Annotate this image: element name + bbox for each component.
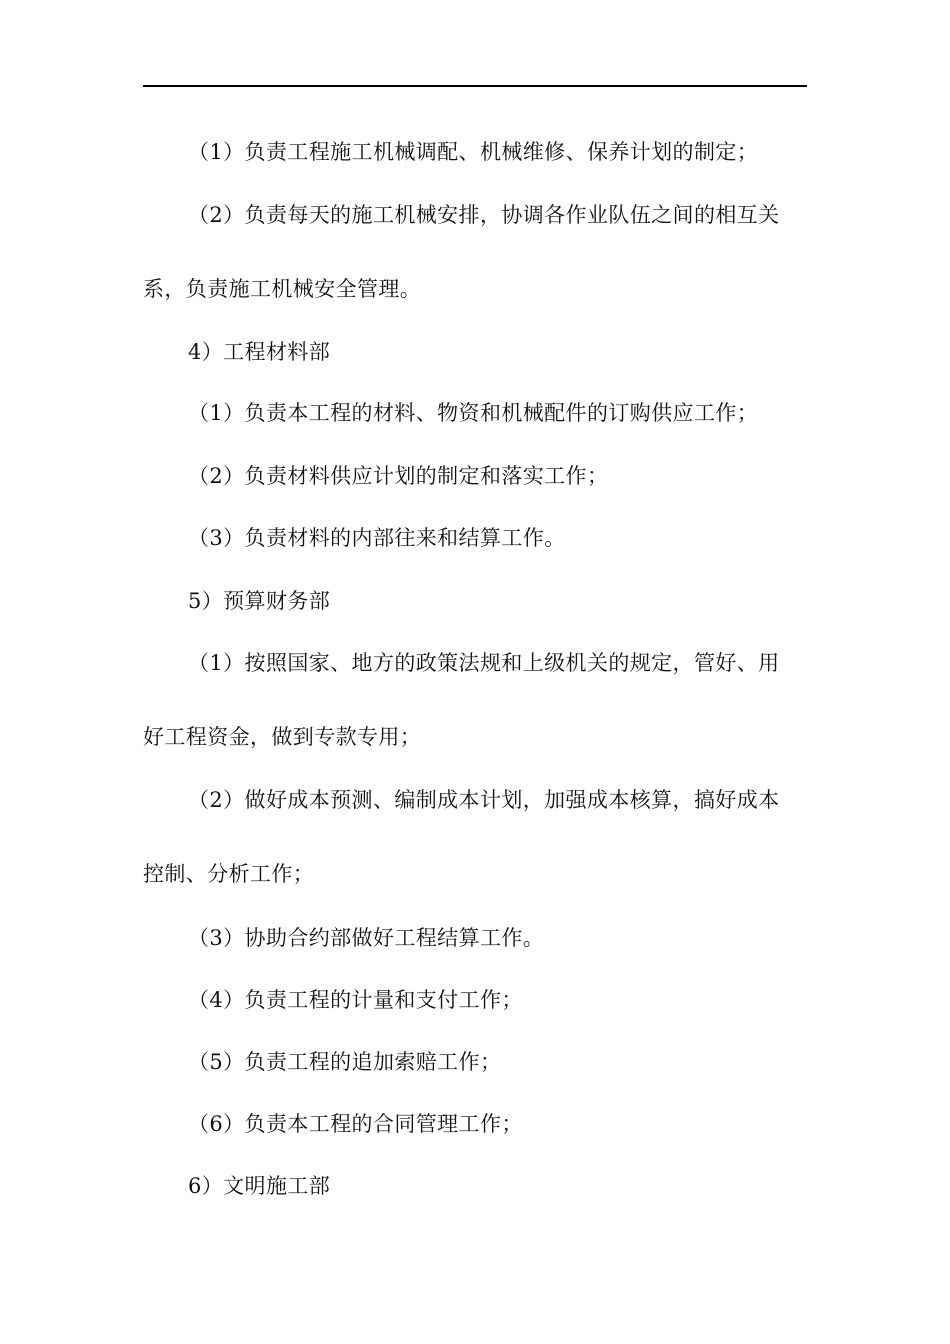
paragraph-line: （1）负责工程施工机械调配、机械维修、保养计划的制定； (188, 140, 759, 164)
paragraph-line: （1）负责本工程的材料、物资和机械配件的订购供应工作； (188, 401, 759, 425)
paragraph-line: （4）负责工程的计量和支付工作； (188, 988, 523, 1012)
paragraph-line: 控制、分析工作； (143, 862, 315, 886)
paragraph-line: （3）负责材料的内部往来和结算工作。 (188, 526, 566, 550)
section-heading: 5）预算财务部 (188, 589, 331, 613)
paragraph-line: （3）协助合约部做好工程结算工作。 (188, 926, 545, 950)
paragraph-line: （2）负责每天的施工机械安排，协调各作业队伍之间的相互关 (188, 203, 780, 227)
paragraph-line: （2）负责材料供应计划的制定和落实工作； (188, 464, 609, 488)
paragraph-line: （2）做好成本预测、编制成本计划，加强成本核算，搞好成本 (188, 788, 780, 812)
paragraph-line: （5）负责工程的追加索赔工作； (188, 1050, 502, 1074)
paragraph-line: 系，负责施工机械安全管理。 (143, 277, 422, 301)
section-heading: 4）工程材料部 (188, 340, 331, 364)
paragraph-line: （6）负责本工程的合同管理工作； (188, 1112, 523, 1136)
header-rule (143, 85, 807, 87)
paragraph-line: 好工程资金，做到专款专用； (143, 725, 422, 749)
paragraph-line: （1）按照国家、地方的政策法规和上级机关的规定，管好、用 (188, 651, 780, 675)
section-heading: 6）文明施工部 (188, 1174, 331, 1198)
